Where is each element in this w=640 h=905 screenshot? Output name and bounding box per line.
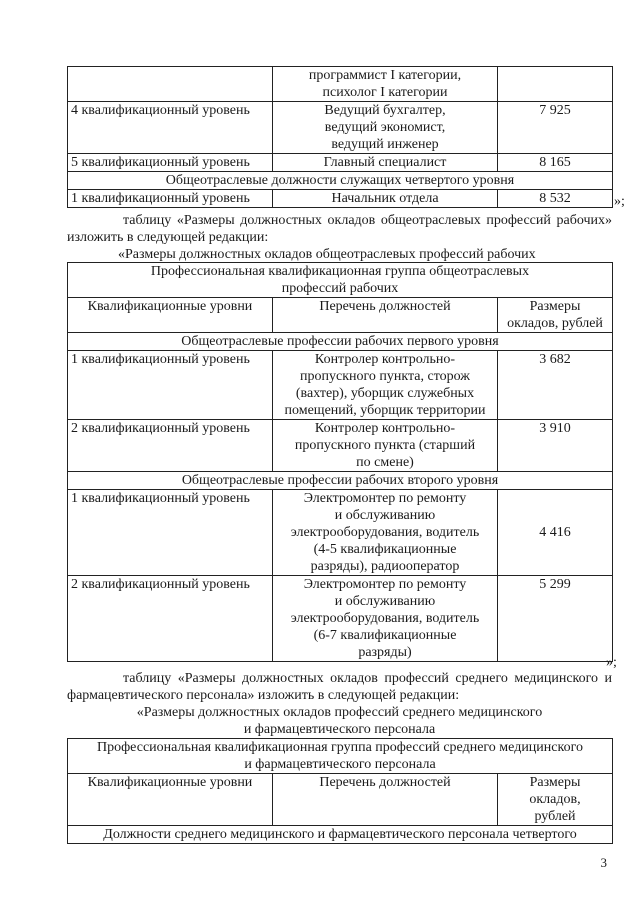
section-row bbox=[68, 472, 613, 490]
header-line: окладов, bbox=[529, 792, 581, 807]
header-line: Размеры bbox=[529, 775, 581, 790]
section-row bbox=[68, 172, 613, 190]
group-line: профессий рабочих bbox=[281, 281, 399, 296]
position-line: пропускного пункта (старший bbox=[294, 438, 476, 453]
table-row bbox=[68, 102, 613, 154]
table-row bbox=[68, 351, 613, 420]
amendment-paragraph bbox=[67, 212, 612, 246]
salary-cell: 3 910 bbox=[498, 420, 613, 472]
table-continued bbox=[67, 66, 613, 208]
group-title bbox=[68, 739, 613, 774]
position-line: Контролер контрольно- bbox=[314, 421, 456, 436]
level-cell: 1 квалификационный уровень bbox=[68, 351, 273, 420]
page-number: 3 bbox=[600, 855, 607, 870]
position-line: и обслуживанию bbox=[334, 594, 436, 609]
closing-quote: »; bbox=[614, 194, 625, 209]
group-line: Профессиональная квалификационная группа профессий среднего медицинского bbox=[97, 740, 583, 755]
position-line: разряды), радиооператор bbox=[310, 559, 460, 574]
amendment-paragraph bbox=[67, 670, 612, 704]
position-line: пропускного пункта, сторож bbox=[300, 369, 470, 384]
table-row bbox=[68, 190, 613, 208]
section-title: Должности среднего медицинского и фармацевтического персонала четвертого bbox=[68, 826, 613, 844]
position-line: и обслуживанию bbox=[334, 508, 436, 523]
positions-cell bbox=[273, 490, 498, 576]
section-row bbox=[68, 333, 613, 351]
positions-cell bbox=[273, 420, 498, 472]
level-cell: 4 квалификационный уровень bbox=[68, 102, 273, 154]
salary-cell: 7 925 bbox=[498, 102, 613, 154]
header-salary bbox=[498, 774, 613, 826]
salary-cell: 3 682 bbox=[498, 351, 613, 420]
positions-cell bbox=[273, 576, 498, 662]
header-row bbox=[68, 298, 613, 333]
group-line: и фармацевтического персонала bbox=[244, 757, 436, 772]
header-positions: Перечень должностей bbox=[273, 774, 498, 826]
header-line: рублей bbox=[534, 809, 576, 824]
level-cell: 2 квалификационный уровень bbox=[68, 420, 273, 472]
section-title: Общеотраслевые профессии рабочих первого уровня bbox=[68, 333, 613, 351]
title-line: и фармацевтического персонала bbox=[243, 722, 436, 737]
paragraph-line: рабочих» изложить в следующей редакции: bbox=[67, 213, 613, 245]
salary-cell bbox=[498, 67, 613, 102]
table-title: «Размеры должностных окладов общеотраслевых профессий рабочих bbox=[118, 247, 536, 262]
position-line: помещений, уборщик территории bbox=[284, 403, 486, 418]
level-cell: 2 квалификационный уровень bbox=[68, 576, 273, 662]
positions-cell: Начальник отдела bbox=[273, 190, 498, 208]
header-positions: Перечень должностей bbox=[273, 298, 498, 333]
header-salary bbox=[498, 298, 613, 333]
position-line: ведущий инженер bbox=[331, 137, 439, 152]
group-title bbox=[68, 263, 613, 298]
section-title: Общеотраслевые профессии рабочих второго уровня bbox=[68, 472, 613, 490]
paragraph-line: таблицу «Размеры должностных окладов профессий среднего медицинского bbox=[123, 671, 599, 686]
table-row bbox=[68, 420, 613, 472]
salary-cell: 5 299 bbox=[498, 576, 613, 662]
positions-cell bbox=[273, 102, 498, 154]
level-cell bbox=[68, 67, 273, 102]
header-line: Размеры bbox=[529, 299, 581, 314]
paragraph-line: таблицу «Размеры должностных окладов общеотраслевых профессий bbox=[123, 213, 551, 228]
table-row bbox=[68, 490, 613, 576]
header-level: Квалификационные уровни bbox=[68, 774, 273, 826]
position-line: психолог I категории bbox=[322, 85, 448, 100]
position-line: (вахтер), уборщик служебных bbox=[295, 386, 475, 401]
position-line: программист I категории, bbox=[308, 68, 462, 83]
workers-salary-table bbox=[67, 262, 613, 662]
position-line: (6-7 квалификационные bbox=[313, 628, 457, 643]
header-level: Квалификационные уровни bbox=[68, 298, 273, 333]
positions-cell bbox=[273, 67, 498, 102]
position-line: по смене) bbox=[356, 455, 414, 470]
title-line: «Размеры должностных окладов профессий среднего медицинского bbox=[136, 705, 543, 720]
closing-quote: »; bbox=[606, 655, 617, 670]
table-title bbox=[67, 704, 612, 738]
position-line: Контролер контрольно- bbox=[314, 352, 456, 367]
position-line: ведущий экономист, bbox=[324, 120, 446, 135]
paragraph-line: и фармацевтического персонала» изложить в следующей редакции: bbox=[67, 671, 612, 703]
position-line: Ведущий бухгалтер, bbox=[324, 103, 446, 118]
positions-cell bbox=[273, 351, 498, 420]
positions-cell: Главный специалист bbox=[273, 154, 498, 172]
table-row bbox=[68, 154, 613, 172]
header-row bbox=[68, 774, 613, 826]
position-line: электрооборудования, водитель bbox=[290, 525, 480, 540]
position-line: электрооборудования, водитель bbox=[290, 611, 480, 626]
medical-salary-table bbox=[67, 738, 613, 844]
position-line: Электромонтер по ремонту bbox=[303, 577, 467, 592]
salary-cell: 8 165 bbox=[498, 154, 613, 172]
level-cell: 5 квалификационный уровень bbox=[68, 154, 273, 172]
level-cell: 1 квалификационный уровень bbox=[68, 190, 273, 208]
section-row bbox=[68, 826, 613, 844]
group-line: Профессиональная квалификационная группа общеотраслевых bbox=[150, 264, 530, 279]
table-row bbox=[68, 67, 613, 102]
table-row bbox=[68, 576, 613, 662]
salary-cell: 4 416 bbox=[498, 490, 613, 576]
position-line: Электромонтер по ремонту bbox=[303, 491, 467, 506]
position-line: разряды) bbox=[358, 645, 412, 660]
section-title: Общеотраслевые должности служащих четвертого уровня bbox=[68, 172, 613, 190]
header-line: окладов, рублей bbox=[507, 316, 603, 331]
level-cell: 1 квалификационный уровень bbox=[68, 490, 273, 576]
group-row bbox=[68, 263, 613, 298]
position-line: (4-5 квалификационные bbox=[313, 542, 457, 557]
salary-cell: 8 532 bbox=[498, 190, 613, 208]
group-row bbox=[68, 739, 613, 774]
